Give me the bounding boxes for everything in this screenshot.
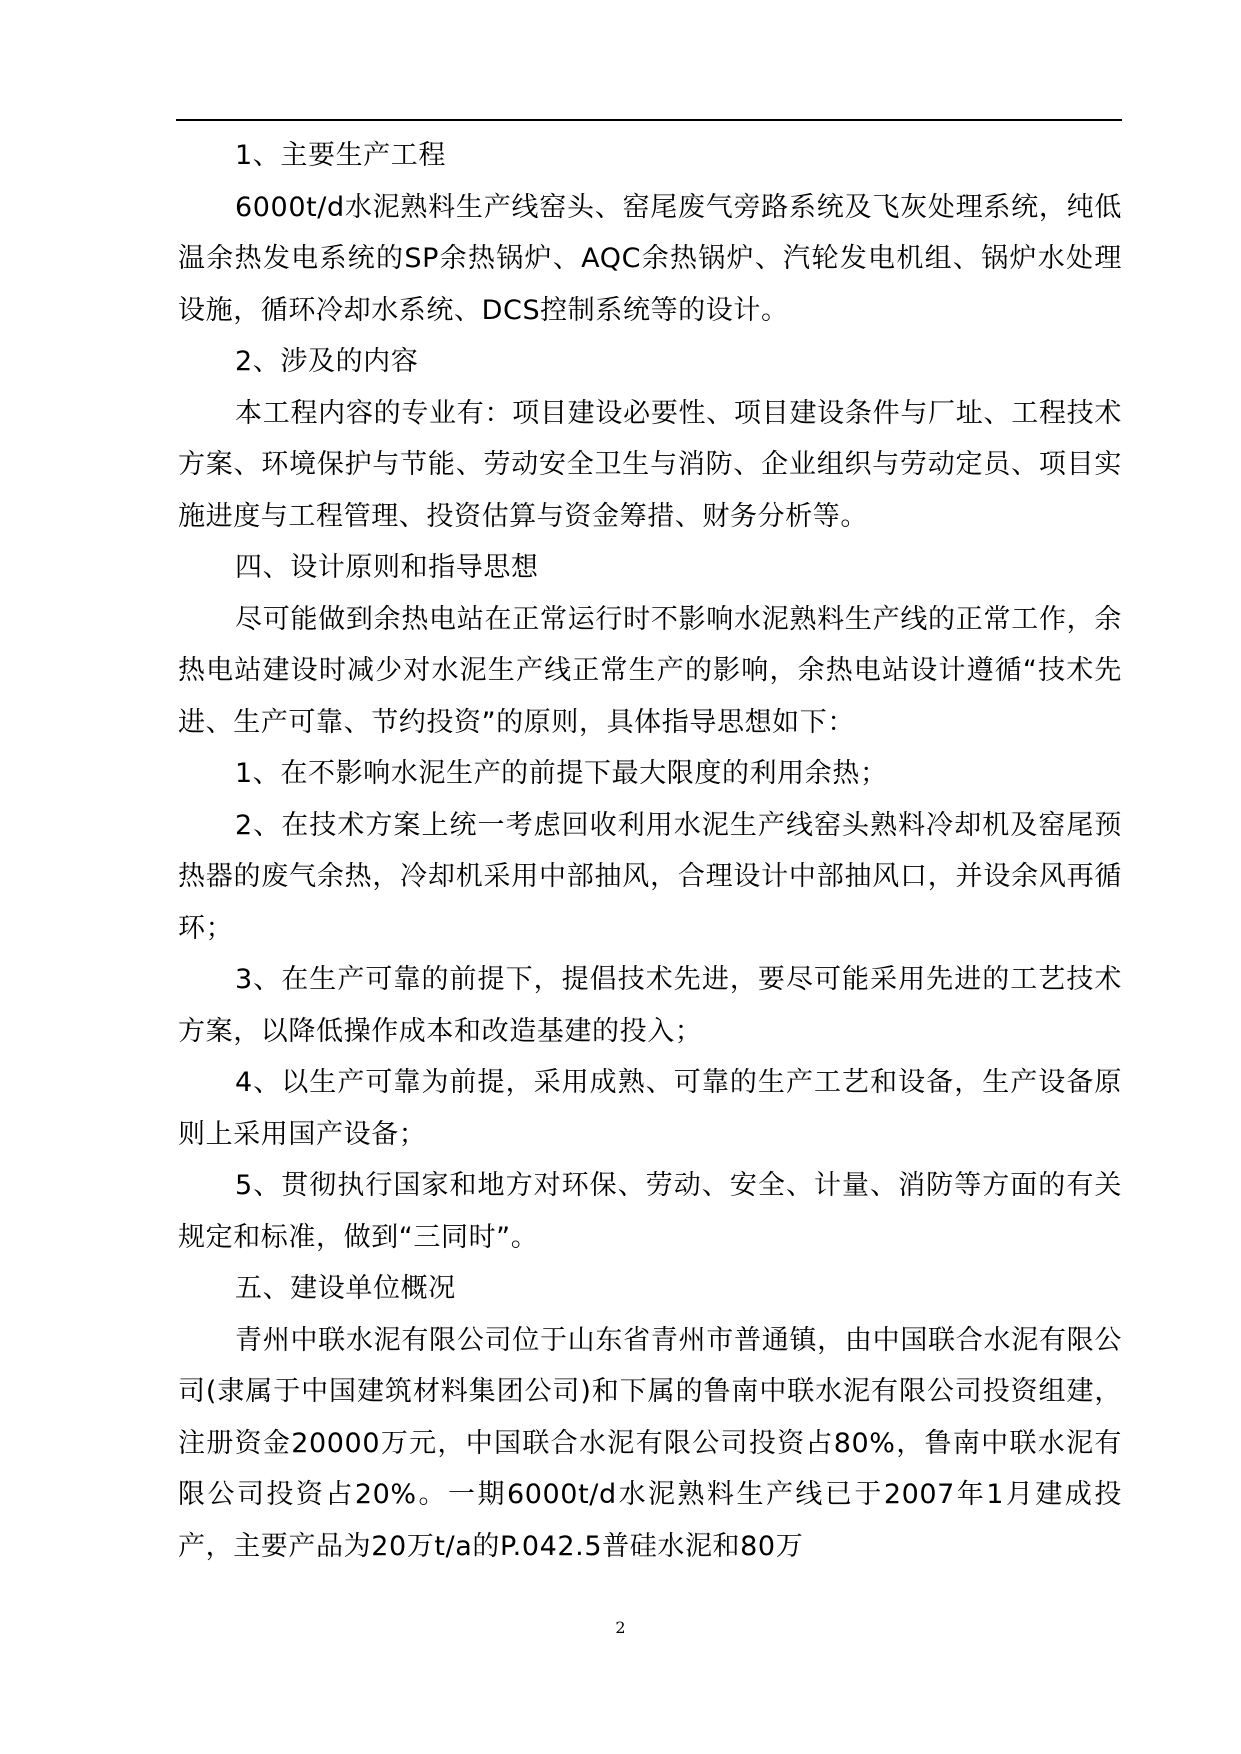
principle-item-1: 1、在不影响水泥生产的前提下最大限度的利用余热；: [235, 758, 888, 789]
section-heading-construction-unit: 五、建设单位概况: [235, 1273, 456, 1304]
paragraph-production-scope: 6000t/d水泥熟料生产线窑头、窑尾废气旁路系统及飞灰处理系统，纯低温余热发电系统的SP余热锅炉、AQC余热锅炉、汽轮发电机组、锅炉水处理设施，循环冷却水系统、DCS控制系统等的设计。: [178, 191, 1122, 326]
principle-item-3: 3、在生产可靠的前提下，提倡技术先进，要尽可能采用先进的工艺技术方案，以降低操作成本和改造基建的投入；: [178, 964, 1122, 1047]
paragraph-professional-content: 本工程内容的专业有：项目建设必要性、项目建设条件与厂址、工程技术方案、环境保护与节能、劳动安全卫生与消防、企业组织与劳动定员、项目实施进度与工程管理、投资估算与资金筹措、财务分析等。: [178, 397, 1122, 532]
header-rule: [176, 119, 1122, 121]
paragraph-design-principles-intro: 尽可能做到余热电站在正常运行时不影响水泥熟料生产线的正常工作，余热电站建设时减少对水泥生产线正常生产的影响，余热电站设计遵循“技术先进、生产可靠、节约投资”的原则，具体指导思想如下：: [178, 603, 1122, 738]
subheading-content-involved: 2、涉及的内容: [235, 346, 419, 377]
paragraph-company-overview: 青州中联水泥有限公司位于山东省青州市普通镇，由中国联合水泥有限公司(隶属于中国建筑材料集团公司)和下属的鲁南中联水泥有限公司投资组建，注册资金20000万元，中国联合水泥有限公司投资占80%，鲁南中联水泥有限公司投资占20%。一期6000t/d水泥熟料生产线已于2007年1月建成投产，主要产品为20万t/a的P.042.5普硅水泥和80万: [178, 1324, 1122, 1562]
principle-item-2: 2、在技术方案上统一考虑回收利用水泥生产线窑头熟料冷却机及窑尾预热器的废气余热，冷却机采用中部抽风，合理设计中部抽风口，并设余风再循环；: [178, 809, 1122, 944]
principle-item-5: 5、贯彻执行国家和地方对环保、劳动、安全、计量、消防等方面的有关规定和标准，做到“三同时”。: [178, 1170, 1122, 1253]
page-number: 2: [615, 1618, 626, 1637]
subheading-main-production-works: 1、主要生产工程: [235, 140, 446, 171]
section-heading-design-principles: 四、设计原则和指导思想: [235, 552, 539, 583]
body-text: [178, 130, 1122, 1572]
principle-item-4: 4、以生产可靠为前提，采用成熟、可靠的生产工艺和设备，生产设备原则上采用国产设备；: [178, 1067, 1122, 1150]
